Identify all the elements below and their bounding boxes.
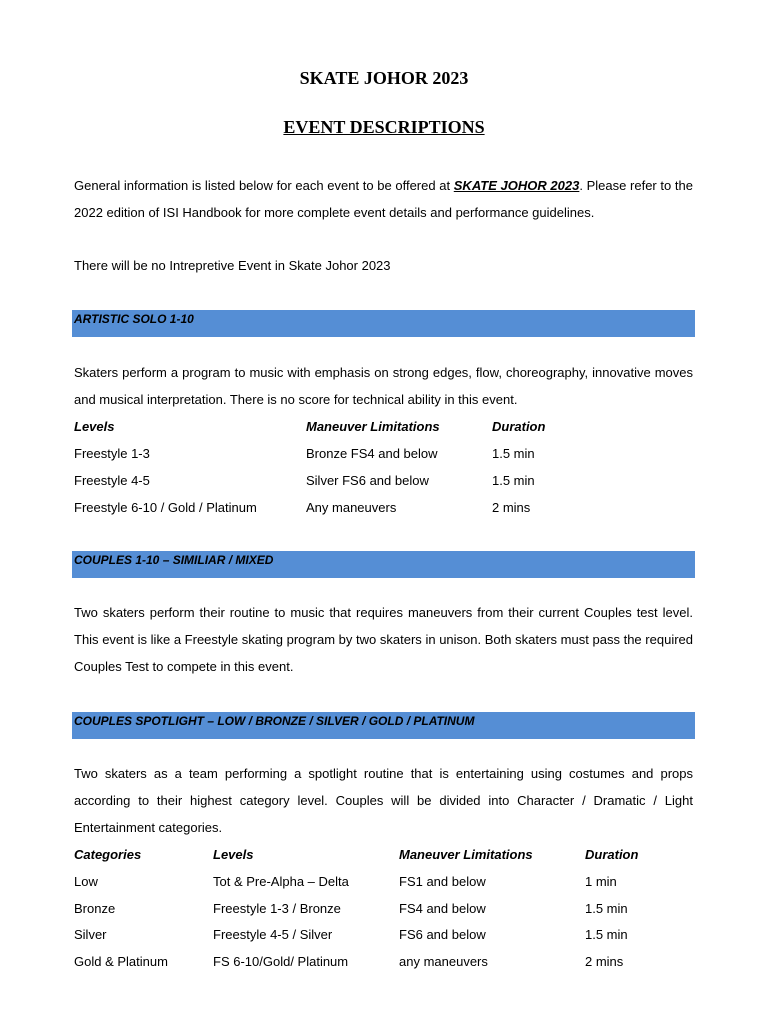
- table-cell: Tot & Pre-Alpha – Delta: [213, 874, 349, 889]
- table-cell: Freestyle 1-3 / Bronze: [213, 901, 341, 916]
- table-cell: Gold & Platinum: [74, 954, 168, 969]
- table-cell: Freestyle 4-5 / Silver: [213, 927, 333, 942]
- section-heading: COUPLES SPOTLIGHT – LOW / BRONZE / SILVER / GOLD / PLATINUM: [74, 714, 475, 728]
- table-cell: 2 mins: [492, 500, 531, 515]
- section-heading-band: [72, 551, 695, 578]
- document-subtitle: EVENT DESCRIPTIONS: [283, 117, 485, 137]
- document-title: SKATE JOHOR 2023: [299, 68, 469, 88]
- intro-paragraph: [74, 173, 693, 227]
- intro-note: There will be no Intrepretive Event in Skate Johor 2023: [74, 258, 391, 273]
- table-cell: FS4 and below: [399, 901, 486, 916]
- intro-event-name: SKATE JOHOR 2023: [453, 178, 580, 193]
- table-cell: FS 6-10/Gold/ Platinum: [213, 954, 349, 969]
- table-cell: 1.5 min: [585, 927, 628, 942]
- table-cell: FS6 and below: [399, 927, 486, 942]
- table-header: Maneuver Limitations: [399, 847, 533, 862]
- table-cell: Bronze FS4 and below: [306, 446, 438, 461]
- table-cell: Silver: [74, 927, 107, 942]
- table-header: Duration: [585, 847, 639, 862]
- table-cell: Freestyle 1-3: [74, 446, 150, 461]
- table-cell: Bronze: [74, 901, 116, 916]
- table-cell: 1 min: [585, 874, 617, 889]
- section-heading: ARTISTIC SOLO 1-10: [74, 312, 194, 326]
- table-cell: 1.5 min: [585, 901, 628, 916]
- table-cell: Low: [74, 874, 98, 889]
- table-header: Levels: [74, 419, 115, 434]
- section-description: Two skaters as a team performing a spotlight routine that is entertaining using costumes and props according to their highest category level. Couples will be divided into Character / Dramatic / Light Entertainment categories.: [74, 766, 693, 835]
- table-cell: any maneuvers: [399, 954, 488, 969]
- table-cell: 1.5 min: [492, 473, 535, 488]
- intro-text-after: . Please refer to the 2022 edition of ISI Handbook for more complete event details and performance guidelines.: [74, 178, 694, 220]
- table-cell: Freestyle 4-5: [74, 473, 150, 488]
- table-cell: FS1 and below: [399, 874, 486, 889]
- section-description: Two skaters perform their routine to music that requires maneuvers from their current Couples test level. This event is like a Freestyle skating program by two skaters in unison. Both skaters must pass the required Couples Test to compete in this event.: [74, 605, 693, 674]
- table-header: Duration: [492, 419, 546, 434]
- table-cell: Freestyle 6-10 / Gold / Platinum: [74, 500, 257, 515]
- table-header: Maneuver Limitations: [306, 419, 440, 434]
- table-cell: 2 mins: [585, 954, 624, 969]
- section-description: Skaters perform a program to music with emphasis on strong edges, flow, choreography, innovative moves and musical interpretation. There is no score for technical ability in this event.: [74, 365, 693, 407]
- section-heading-band: [72, 712, 695, 739]
- intro-text-before: General information is listed below for each event to be offered at: [74, 178, 454, 193]
- table-header: Levels: [213, 847, 254, 862]
- table-cell: 1.5 min: [492, 446, 535, 461]
- table-cell: Silver FS6 and below: [306, 473, 429, 488]
- table-cell: Any maneuvers: [306, 500, 397, 515]
- section-heading-band: [72, 310, 695, 337]
- section-heading: COUPLES 1-10 – SIMILIAR / MIXED: [74, 553, 274, 567]
- table-header: Categories: [74, 847, 142, 862]
